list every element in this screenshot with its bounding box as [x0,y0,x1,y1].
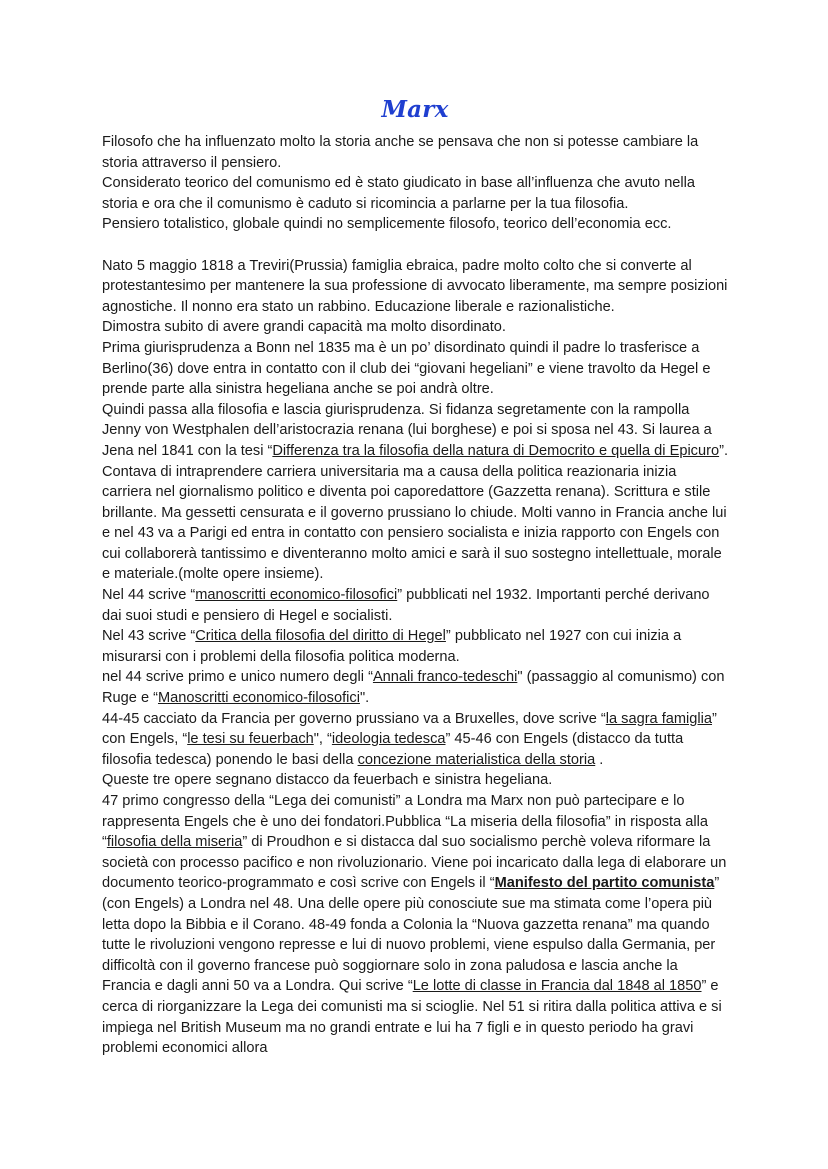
work-title: filosofia della miseria [106,834,243,851]
concept-title: concezione materialistica della storia [357,751,596,768]
paragraph-philosophy [102,400,728,462]
text-run: ” di Proudhon e si distacca dal suo socialismo perchè voleva riformare la società con processo pacifico e non rivoluzionario. Viene poi incaricato dalla lega di elaborare un documento teorico-programmato e così scrive con Engels il “ [102,834,727,892]
text-run: Nel 43 scrive “ [102,628,196,645]
work-title: Critica della filosofia del diritto di Hegel [195,628,446,645]
text-run: nel 44 scrive primo e unico numero degli “ [102,669,373,686]
text-run: 44-45 cacciato da Francia per governo prussiano va a Bruxelles, dove scrive “ [102,710,606,727]
paragraph-law-studies: Prima giurisprudenza a Bonn nel 1835 ma è un po’ disordinato quindi il padre lo trasferisce a Berlino(36) dove entra in contatto con il club dei “giovani hegeliani” e viene travolto da Hegel e prende parte alla sinistra hegeliana anche se poi andrà oltre. [102,339,711,398]
paragraph-disorder: Dimostra subito di avere grandi capacità ma molto disordinato. [102,319,506,336]
paragraph-league [102,791,728,1059]
text-run: ” pubblicati nel 1932. Importanti perché derivano dai suoi studi e pensiero di Hegel e socialisti. [102,587,710,624]
text-run: ” 45-46 con Engels (distacco da tutta filosofia tedesca) ponendo le basi della [102,731,684,768]
text-run: 47 primo congresso della “Lega dei comunisti” a Londra ma Marx non può partecipare e lo rappresenta Engels che è uno dei fondatori.Pubblica “La miseria della filosofia” in risposta alla “ [102,793,708,851]
text-run: " (passaggio al comunismo) con Ruge e “ [102,669,725,707]
paragraph-thought: Pensiero totalistico, globale quindi no semplicemente filosofo, teorico dell’economia ecc. [102,216,672,233]
page-title: Marx [381,96,449,123]
paragraph-journalism: Contava di intraprendere carriera universitaria ma a causa della politica reazionaria inizia carriera nel giornalismo politico e diventa poi caporedattore (Gazzetta renana). Scrittura e stile brillante. Ma gessetti censurata e il governo prussiano lo chiude. Molti vanno in Francia anche lui e nel 43 va a Parigi ed entra in contatto con pensiero socialista e inizia rapporto con Engels con cui collaborerà tantissimo e diventeranno molto amici e sarà il suo sostegno intellettuale, morale e materiale.(molte opere insieme). [102,463,727,583]
text-run: ", “ [313,731,332,748]
text-run: ”. [719,442,728,459]
paragraph-communism: Considerato teorico del comunismo ed è stato giudicato in base all’influenza che avuto nella storia e ora che il comunismo è caduto si ricomincia a parlarne per la tua filosofia. [102,175,696,212]
text-run: ” con Engels, “ [102,710,717,748]
work-title: la sagra famiglia [605,710,713,727]
text-run: Nel 44 scrive “ [102,587,196,604]
text-run: ” (con Engels) a Londra nel 48. Una delle opere più conosciute sue ma stimata come l’opera più letta dopo la Bibbia e il Corano. 48-49 fonda a Colonia la “Nuova gazzetta renana” ma quando tutte le rivoluzioni vengono represse e lui di nuovo problemi, viene espulso dalla Germania, per difficoltà con il governo francese può soggiornare solo in zona paludosa e lascia anche la Francia e dagli anni 50 va a Londra. Qui scrive “ [102,875,720,995]
text-run: ” pubblicato nel 1927 con cui inizia a misurarsi con i problemi della filosofia politica moderna. [102,628,682,665]
paragraph-intro: Filosofo che ha influenzato molto la storia anche se pensava che non si potesse cambiare la storia attraverso il pensiero. [102,134,699,171]
text-run: . [595,751,604,768]
document-page [102,96,728,1059]
paragraph-birth: Nato 5 maggio 1818 a Treviri(Prussia) famiglia ebraica, padre molto colto che si converte al protestantesimo per mantenere la sua professione di avvocato liberamente, ma sempre posizioni agnostiche. Il nonno era stato un rabbino. Educazione liberale e razionalistiche. [102,257,728,315]
work-title: le tesi su feuerbach [187,731,314,748]
paragraph-spacer [102,235,728,256]
paragraph-annals [102,667,728,708]
manifesto-title: Manifesto del partito comunista [494,875,715,892]
work-title: Manoscritti economico-filosofici [157,690,360,707]
work-title: Annali franco-tedeschi [372,669,518,686]
text-run: Quindi passa alla filosofia e lascia giurisprudenza. Si fidanza segretamente con la rampolla Jenny von Westphalen dell’aristocrazia renana (lui borghese) e poi si sposa nel 43. Si laurea a Jena nel 1841 con la tesi “ [102,401,712,459]
paragraph-critique [102,626,728,667]
paragraph-three-works: Queste tre opere segnano distacco da feuerbach e sinistra hegeliana. [102,772,553,789]
text-run: ” e cerca di riorganizzare la Lega dei comunisti ma si scioglie. Nel 51 si ritira dalla politica attiva e si impiega nel British Museum ma no grandi entrate e lui ha 7 figli e in questo periodo ha gravi problemi economici allora [102,978,722,1057]
work-title: manoscritti economico-filosofici [195,587,398,604]
thesis-title: Differenza tra la filosofia della natura di Democrito e quella di Epicuro [272,442,720,459]
paragraph-brussels [102,709,728,771]
text-run: ". [359,690,370,707]
work-title: Le lotte di classe in Francia dal 1848 al 1850 [412,978,702,995]
work-title: ideologia tedesca [331,731,446,748]
paragraph-manuscripts [102,585,728,626]
